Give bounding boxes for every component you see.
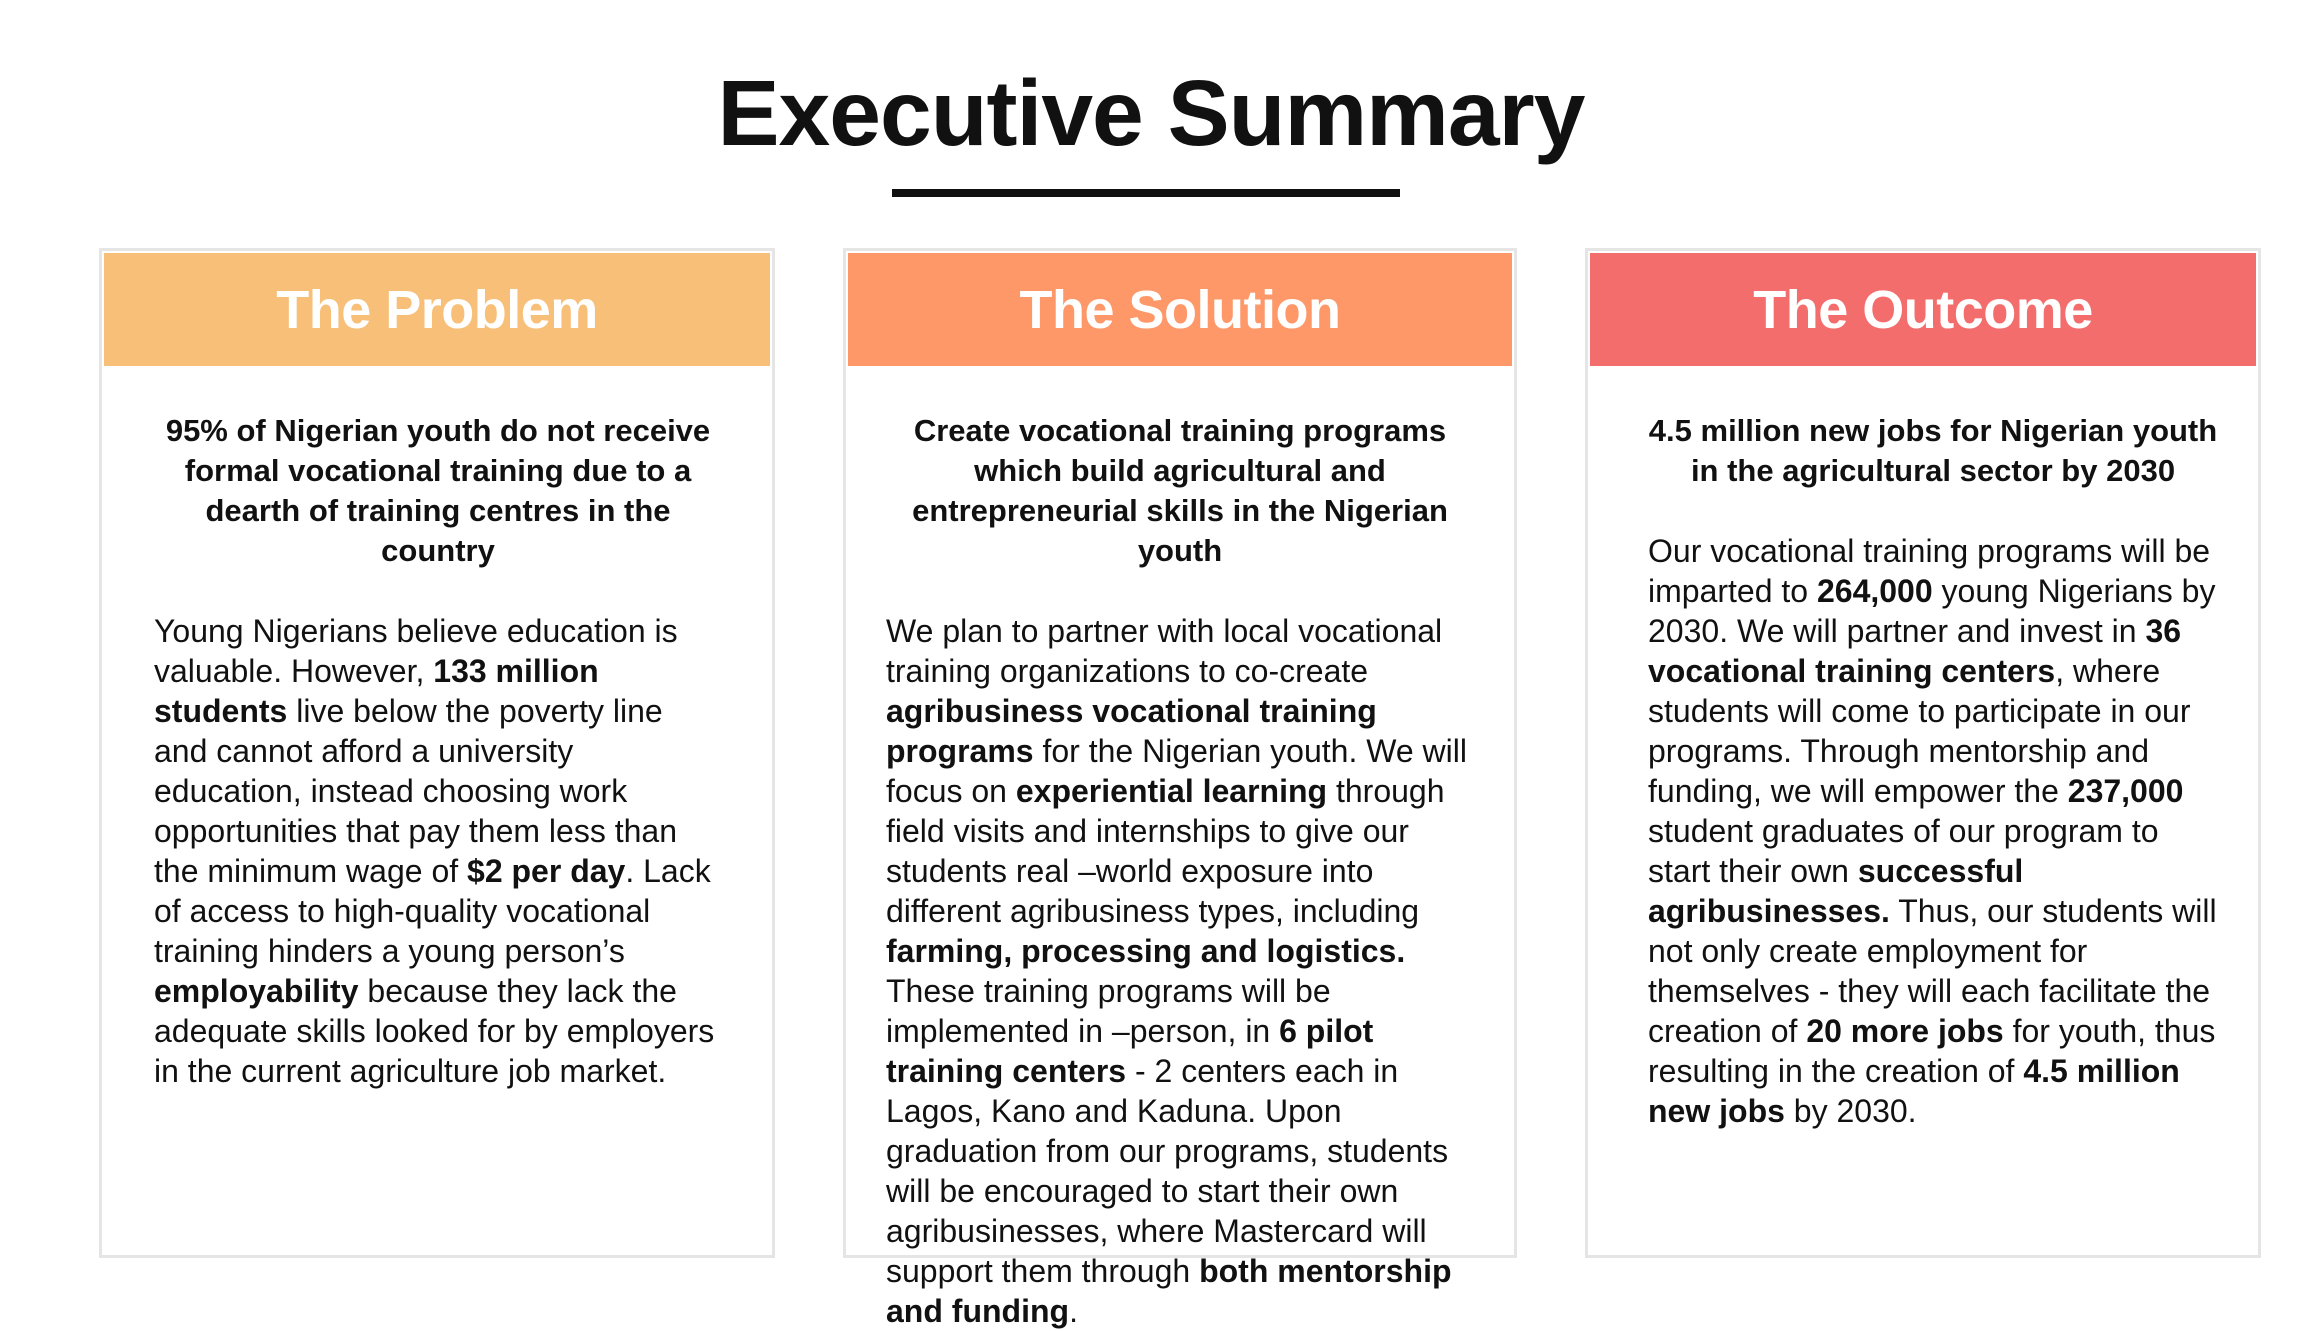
- body-text: because they lack the adequate skills looked for by employers in the current agriculture job market.: [154, 973, 715, 1089]
- card-header-outcome: The Outcome: [1590, 253, 2256, 366]
- emphasis-text: both mentorship and funding: [886, 1253, 1452, 1329]
- card-paragraph-problem: [154, 611, 722, 1091]
- emphasis-text: 133 million students: [154, 653, 599, 729]
- body-text: , where students will come to participate in our programs. Through mentorship and funding, we will empower the: [1648, 653, 2191, 809]
- body-text: - 2 centers each in Lagos, Kano and Kaduna. Upon graduation from our programs, students will be encouraged to start their own agribusinesses, where Mastercard will support them through: [886, 1053, 1449, 1289]
- emphasis-text: 237,000: [2067, 773, 2184, 809]
- card-problem: [99, 248, 775, 1258]
- emphasis-text: 20 more jobs: [1806, 1013, 2004, 1049]
- title-underline: [892, 189, 1400, 197]
- card-header-problem: The Problem: [104, 253, 770, 366]
- card-body-solution: [886, 411, 1474, 1331]
- emphasis-text: employability: [154, 973, 359, 1009]
- body-text: through field visits and internships to give our students real –world exposure into different agribusiness types, including: [886, 773, 1445, 929]
- body-text: Thus, our students will not only create employment for themselves - they will each facilitate the creation of: [1648, 893, 2217, 1049]
- body-text: young Nigerians by 2030. We will partner and invest in: [1648, 573, 2216, 649]
- body-text: by 2030.: [1784, 1093, 1917, 1129]
- card-header-solution: The Solution: [848, 253, 1512, 366]
- body-text: .: [1069, 1293, 1078, 1329]
- emphasis-text: 6 pilot training centers: [886, 1013, 1374, 1089]
- card-paragraph-outcome: [1648, 531, 2218, 1131]
- emphasis-text: farming, processing and logistics.: [886, 933, 1406, 969]
- page-title: Executive Summary: [717, 61, 1585, 165]
- emphasis-text: 264,000: [1816, 573, 1933, 609]
- emphasis-text: experiential learning: [1015, 773, 1328, 809]
- emphasis-text: 4.5 million new jobs: [1648, 1053, 2180, 1129]
- card-outcome: [1585, 248, 2261, 1258]
- card-lead-problem: 95% of Nigerian youth do not receive formal vocational training due to a dearth of training centres in the country: [165, 413, 711, 568]
- body-text: These training programs will be implemented in –person, in: [886, 973, 1331, 1049]
- emphasis-text: successful agribusinesses.: [1648, 853, 2024, 929]
- body-text: Our vocational training programs will be imparted to: [1648, 533, 2211, 609]
- card-solution: [843, 248, 1517, 1329]
- card-paragraph-solution: [886, 611, 1474, 1331]
- emphasis-text: $2 per day: [467, 853, 626, 889]
- body-text: We plan to partner with local vocational training organizations to co-create: [886, 613, 1443, 689]
- body-text: Young Nigerians believe education is valuable. However,: [154, 613, 678, 689]
- emphasis-text: 36 vocational training centers: [1648, 613, 2182, 689]
- body-text: for the Nigerian youth. We will focus on: [886, 733, 1467, 809]
- body-text: for youth, thus resulting in the creation of: [1648, 1013, 2216, 1089]
- card-body-problem: [154, 411, 722, 1091]
- body-text: student graduates of our program to start their own: [1648, 813, 2159, 889]
- card-lead-solution: Create vocational training programs which build agricultural and entrepreneurial skills in the Nigerian youth: [912, 413, 1448, 568]
- body-text: live below the poverty line and cannot afford a university education, instead choosing work opportunities that pay them less than the minimum wage of: [154, 693, 677, 889]
- emphasis-text: agribusiness vocational training programs: [886, 693, 1377, 769]
- card-lead-outcome: 4.5 million new jobs for Nigerian youth in the agricultural sector by 2030: [1648, 413, 2218, 488]
- body-text: . Lack of access to high-quality vocational training hinders a young person’s: [154, 853, 711, 969]
- card-body-outcome: [1648, 411, 2218, 1131]
